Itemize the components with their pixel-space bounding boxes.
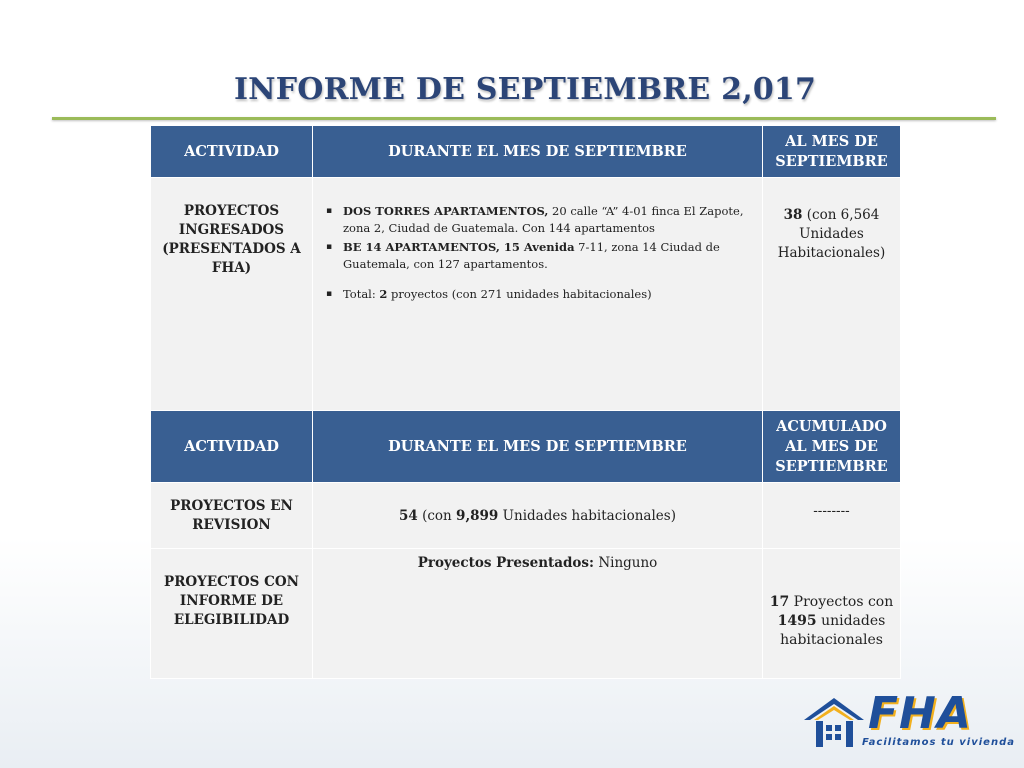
activity-label: PROYECTOS INGRESADOS (PRESENTADOS A FHA) [162,203,301,276]
header-durante: DURANTE EL MES DE SEPTIEMBRE [313,126,763,178]
list-item: ▪ BE 14 APARTAMENTOS, 15 Avenida 7-11, zona 14 Ciudad de Guatemala, con 127 apartamentos. [343,239,754,273]
table-proyectos-revision [150,410,901,679]
header-acumulado: ACUMULADO AL MES DE SEPTIEMBRE [763,411,901,483]
accum-cell: 17 Proyectos con 1495 unidades habitacionales [763,549,901,679]
revision-cell: 54 (con 9,899 Unidades habitacionales) [313,483,763,549]
activity-cell [151,549,313,679]
title-divider [52,117,996,120]
header-al-mes: AL MES DE SEPTIEMBRE [763,126,901,178]
activity-label: PROYECTOS EN REVISION [170,497,293,533]
logo-tagline: Facilitamos tu vivienda [862,737,1015,748]
dashes: -------- [813,503,850,519]
table-proyectos-ingresados [150,125,901,411]
accum-cell [763,483,901,549]
header-actividad: ACTIVIDAD [151,126,313,178]
list-item: ▪ DOS TORRES APARTAMENTOS, 20 calle “A” 4-01 finca El Zapote, zona 2, Ciudad de Guatemala. Con 144 apartamentos [343,203,754,237]
activity-cell [151,483,313,549]
details-cell [313,178,763,411]
page-title: INFORME DE SEPTIEMBRE 2,017 [233,72,817,107]
header-actividad: ACTIVIDAD [151,411,313,483]
header-durante: DURANTE EL MES DE SEPTIEMBRE [313,411,763,483]
project-list [313,178,762,303]
elegibilidad-cell: Proyectos Presentados: Ninguno [313,549,763,679]
logo-wordmark: FHA [868,688,972,739]
total-item: ▪ Total: 2 proyectos (con 271 unidades habitacionales) [343,286,754,303]
activity-label: PROYECTOS CON INFORME DE ELEGIBILIDAD [164,574,299,628]
activity-cell [151,178,313,411]
fha-logo [800,690,1015,752]
accum-cell: 38 (con 6,564 Unidades Habitacionales) [763,178,901,411]
